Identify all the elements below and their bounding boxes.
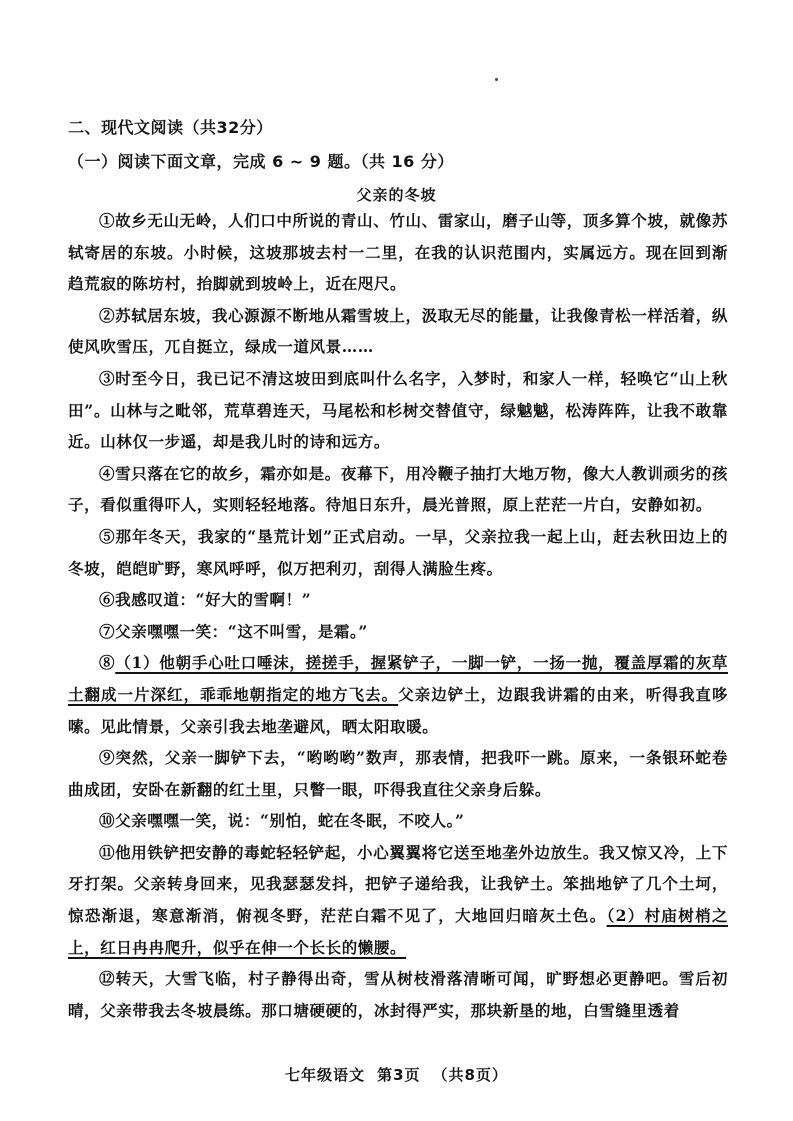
paragraph-11 (68, 837, 728, 963)
paragraph-8 (68, 647, 728, 742)
paragraph-11-text: ⑪他用铁铲把安静的毒蛇轻轻铲起，小心翼翼将它送至地垄外边放生。我又惊又冷，上下牙打架。父亲转身回来，见我瑟瑟发抖，把铲子递给我，让我铲土。笨拙地铲了几个土坷，惊恐渐退，寒意渐消，俯视冬野，茫茫白霜不见了，大地回归暗灰土色。 (68, 842, 728, 926)
paragraph-5: ⑤那年冬天，我家的“垦荒计划”正式启动。一早，父亲拉我一起上山，赶去秋田边上的冬坡，皑皑旷野，寒风呼呼，似万把利刃，刮得人满脸生疼。 (68, 526, 728, 578)
paragraph-8-rest: 父亲边铲土，边跟我讲霜的由来，听得我直哆嗦。见此情景，父亲引我去地垄避风，晒太阳取暖。 (68, 684, 728, 736)
page-footer (0, 1064, 793, 1085)
article-title: 父亲的冬坡 (356, 186, 437, 204)
paragraph-10: ⑩父亲嘿嘿一笑，说：“别怕，蛇在冬眠，不咬人。” (99, 811, 465, 831)
paragraph-7: ⑦父亲嘿嘿一笑：“这不叫雪，是霜。” (99, 621, 368, 641)
question-instruction: （一）阅读下面文章，完成 6 ~ 9 题。（共 16 分） (68, 152, 454, 171)
scan-speck (495, 78, 498, 81)
footer-page-number: 第3页 (377, 1066, 421, 1084)
underlined-sentence-2: （2）村庙树梢之上，红日冉冉爬升，似乎在伸一个长长的懒腰。 (68, 906, 729, 957)
underlined-sentence-1: （1）他朝手心吐口唾沫，搓搓手，握紧铲子，一脚一铲，一扬一抛，覆盖厚霜的灰草土翻成一片深红，乖乖地朝指定的地方飞去。 (68, 653, 728, 704)
paragraph-9: ⑨突然，父亲一脚铲下去，“哟哟哟”数声，那表情，把我吓一跳。原来，一条银环蛇卷曲成团，安卧在新翻的红土里，只瞥一眼，吓得我直往父亲身后躲。 (68, 748, 728, 799)
paragraph-8-number: ⑧ (99, 653, 116, 673)
footer-total-pages: （共8页） (432, 1066, 508, 1084)
paragraph-2: ②苏轼居东坡，我心源源不断地从霜雪坡上，汲取无尽的能量，让我像青松一样活着，纵使风吹雪压，兀自挺立，绿成一道风景…… (68, 305, 728, 357)
paragraph-12: ⑫转天，大雪飞临，村子静得出奇，雪从树枝滑落清晰可闻，旷野想必更静吧。雪后初晴，父亲带我去冬坡晨练。那口塘硬硬的，冰封得严实，那块新垦的地，白雪缝里透着 (68, 969, 728, 1020)
paragraph-4: ④雪只落在它的故乡，霜亦如是。夜幕下，用冷鞭子抽打大地万物，像大人教训顽劣的孩子，看似重得吓人，实则轻轻地落。待旭日东升，晨光普照，原上茫茫一片白，安静如初。 (68, 463, 728, 515)
paragraph-1: ①故乡无山无岭，人们口中所说的青山、竹山、雷家山，磨子山等，顶多算个坡，就像苏轼寄居的东坡。小时候，这坡那坡去村一二里，在我的认识范围内，实属远方。现在回到渐趋荒寂的陈坊村，抬脚就到坡岭上，近在咫尺。 (68, 211, 728, 294)
section-title: 二、现代文阅读（共32分） (68, 118, 273, 137)
paragraph-6: ⑥我感叹道：“好大的雪啊！” (99, 590, 312, 610)
footer-subject: 七年级语文 (285, 1066, 366, 1084)
paragraph-3: ③时至今日，我已记不清这坡田到底叫什么名字，入梦时，和家人一样，轻唤它“山上秋田”。山林与之毗邻，荒草碧连天，马尾松和杉树交替值守，绿魆魆，松涛阵阵，让我不敢靠近。山林仅一步遥，却是我儿时的诗和远方。 (68, 368, 728, 452)
article-body (68, 205, 728, 1026)
